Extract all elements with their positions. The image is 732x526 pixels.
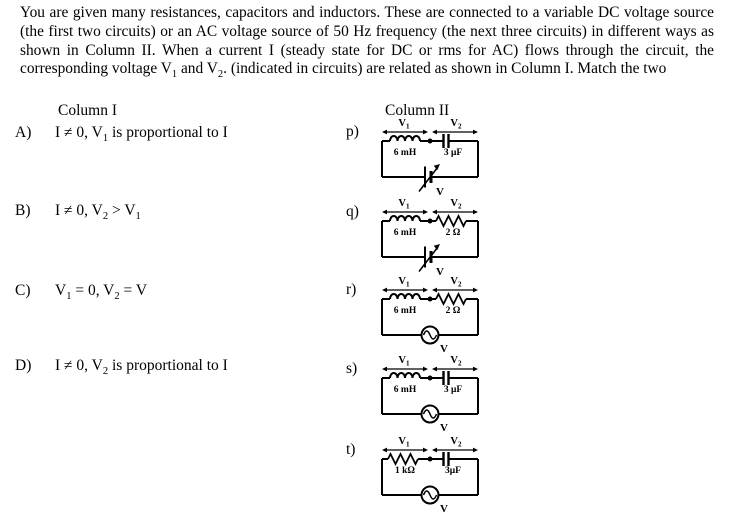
circuit-svg bbox=[374, 272, 524, 358]
junction-dot bbox=[428, 139, 433, 144]
left-component-value: 6 mH bbox=[393, 385, 417, 395]
left-component-value: 6 mH bbox=[393, 228, 417, 238]
circuit-r bbox=[346, 272, 536, 358]
v2-label: $V_2$ bbox=[450, 118, 462, 131]
item-c-key: C) bbox=[15, 282, 31, 299]
resistor-icon bbox=[388, 454, 418, 464]
right-component-value: 3 μF bbox=[443, 148, 463, 158]
v2-label: $V_2$ bbox=[450, 436, 462, 449]
right-component-value: 3μF bbox=[445, 466, 461, 476]
capacitor-icon bbox=[444, 452, 449, 466]
inductor-icon bbox=[390, 136, 420, 141]
left-component-value: 1 kΩ bbox=[394, 466, 416, 476]
circuit-p-key: p) bbox=[346, 123, 359, 140]
circuit-svg bbox=[374, 114, 524, 200]
junction-dot bbox=[428, 219, 433, 224]
circuit-r-diagram bbox=[374, 272, 524, 363]
circuit-svg bbox=[374, 351, 524, 437]
right-component-value: 2 Ω bbox=[445, 306, 461, 316]
v1-span-arrow bbox=[382, 210, 428, 215]
right-component-value: 2 Ω bbox=[445, 228, 461, 238]
v1-label: $V_1$ bbox=[398, 118, 410, 131]
circuit-r-key: r) bbox=[346, 281, 357, 298]
v2-span-arrow bbox=[432, 130, 478, 135]
item-b-text: I ≠ 0, $V_2 > V_1$ bbox=[55, 202, 141, 223]
problem-statement: You are given many resistances, capacitors and inductors. These are connected to a variable DC voltage source (the first two circuits) or an AC voltage source of 50 Hz frequency (the next three circuits) in different ways as shown in Column II. When a current I (steady state for DC or rms for AC) flows through the circuit, the corresponding voltage $V_1$ and $V_2$. (indicated in circuits) are related as shown in Column I. Match the two bbox=[20, 4, 714, 81]
resistor-icon bbox=[436, 216, 466, 226]
item-d-text: I ≠ 0, $V_2$ is proportional to I bbox=[55, 357, 228, 378]
item-a-text: I ≠ 0, $V_1$ is proportional to I bbox=[55, 124, 228, 145]
junction-dot bbox=[428, 457, 433, 462]
circuit-s-diagram bbox=[374, 351, 524, 442]
v1-span-arrow bbox=[382, 130, 428, 135]
junction-dot bbox=[428, 297, 433, 302]
v1-label: $V_1$ bbox=[398, 436, 410, 449]
circuit-q-key: q) bbox=[346, 203, 359, 220]
capacitor-icon bbox=[444, 371, 449, 385]
left-component-value: 6 mH bbox=[393, 306, 417, 316]
circuit-t-key: t) bbox=[346, 441, 356, 458]
inductor-icon bbox=[390, 373, 420, 378]
circuit-p bbox=[346, 114, 536, 200]
inductor-icon bbox=[390, 216, 420, 221]
item-a-key: A) bbox=[15, 124, 32, 141]
source-voltage-label: V bbox=[440, 503, 448, 515]
right-component-value: 3 μF bbox=[443, 385, 463, 395]
circuit-loop-wires bbox=[382, 216, 478, 272]
circuit-t-diagram bbox=[374, 432, 524, 523]
v2-span-arrow bbox=[432, 367, 478, 372]
item-c-text: $V_1 = 0$, $V_2 = V$ bbox=[55, 282, 148, 303]
v1-span-arrow bbox=[382, 367, 428, 372]
v1-label: $V_1$ bbox=[398, 276, 410, 289]
resistor-icon bbox=[436, 294, 466, 304]
capacitor-icon bbox=[444, 134, 449, 148]
v2-label: $V_2$ bbox=[450, 355, 462, 368]
circuit-svg bbox=[374, 194, 524, 280]
left-component-value: 6 mH bbox=[393, 148, 417, 158]
ac-source-icon bbox=[422, 327, 439, 344]
circuit-q bbox=[346, 194, 536, 280]
circuit-svg bbox=[374, 432, 524, 518]
v2-span-arrow bbox=[432, 448, 478, 453]
item-b-key: B) bbox=[15, 202, 31, 219]
circuit-s bbox=[346, 351, 536, 437]
junction-dot bbox=[428, 376, 433, 381]
ac-source-icon bbox=[422, 406, 439, 423]
v1-label: $V_1$ bbox=[398, 198, 410, 211]
v2-label: $V_2$ bbox=[450, 198, 462, 211]
v2-span-arrow bbox=[432, 210, 478, 215]
circuit-s-key: s) bbox=[346, 360, 358, 377]
v2-label: $V_2$ bbox=[450, 276, 462, 289]
inductor-icon bbox=[390, 294, 420, 299]
v1-span-arrow bbox=[382, 448, 428, 453]
ac-source-icon bbox=[422, 487, 439, 504]
circuit-t bbox=[346, 432, 536, 518]
source-voltage-label: V bbox=[440, 422, 448, 434]
source-voltage-label: V bbox=[436, 266, 444, 278]
v1-label: $V_1$ bbox=[398, 355, 410, 368]
v2-span-arrow bbox=[432, 288, 478, 293]
source-voltage-label: V bbox=[440, 343, 448, 355]
source-voltage-label: V bbox=[436, 186, 444, 198]
circuit-p-diagram bbox=[374, 114, 524, 205]
item-d-key: D) bbox=[15, 357, 32, 374]
column-ii-header: Column II bbox=[385, 102, 450, 119]
v1-span-arrow bbox=[382, 288, 428, 293]
column-i-header: Column I bbox=[58, 102, 117, 119]
